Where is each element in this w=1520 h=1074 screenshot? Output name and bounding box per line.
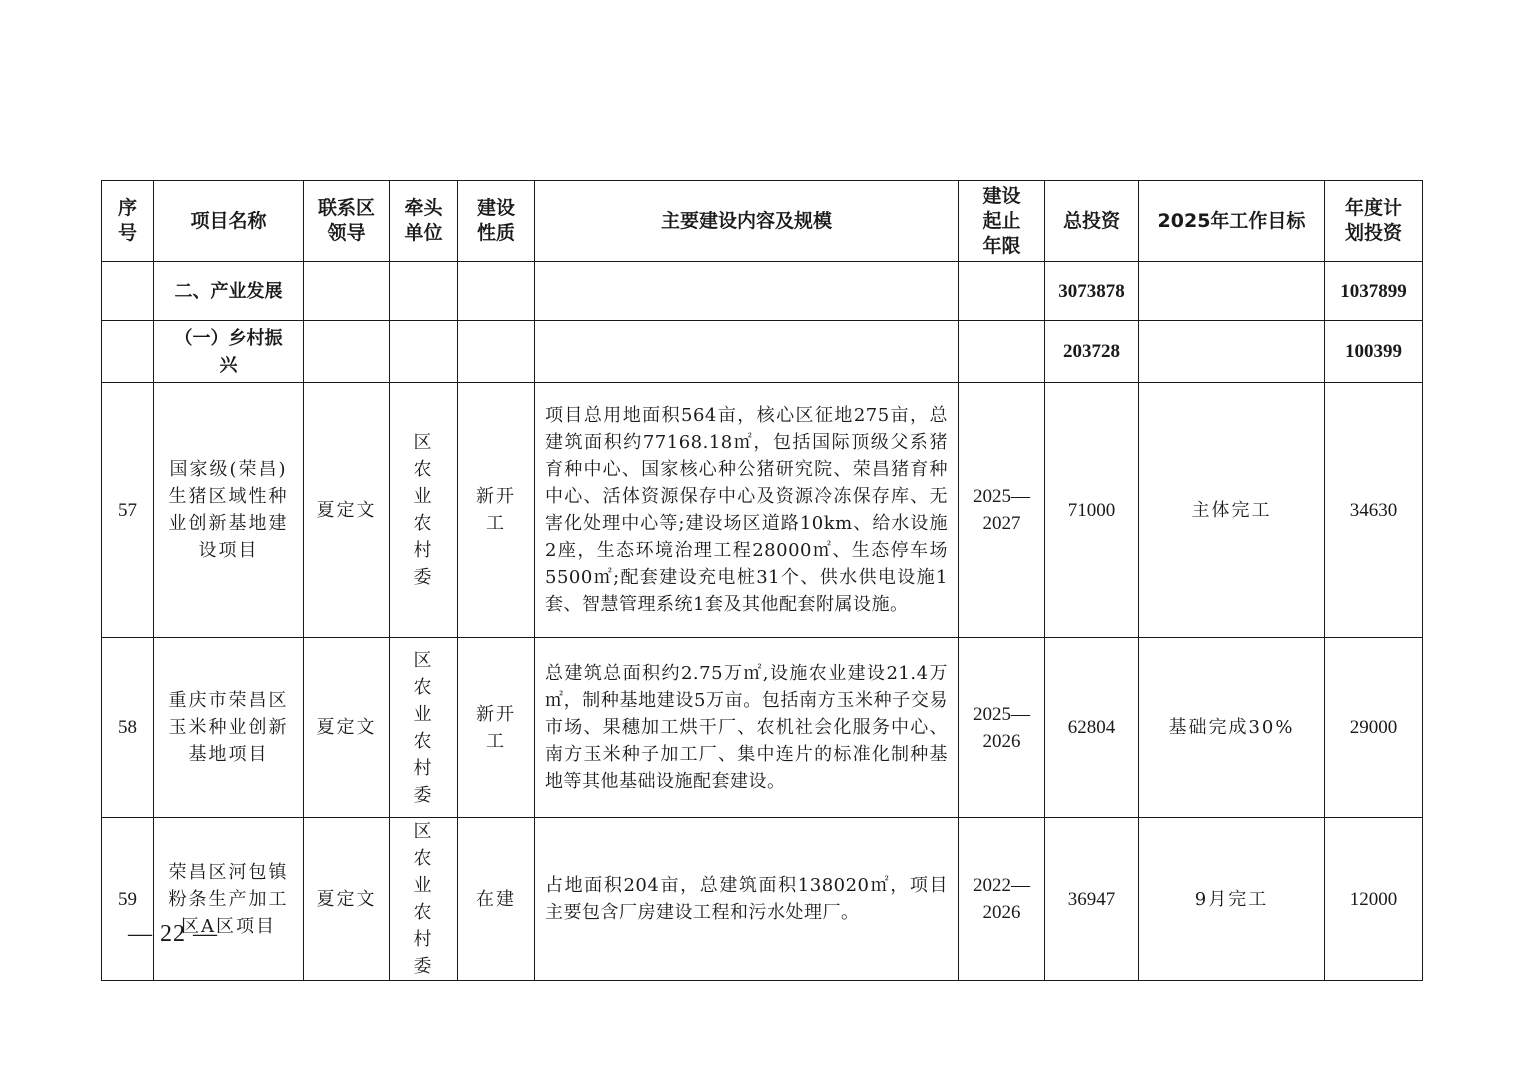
row-unit: 区农业农村委	[390, 383, 458, 638]
section-name: 二、产业发展	[154, 262, 304, 321]
header-goal: 2025年工作目标	[1139, 181, 1325, 262]
section-total: 3073878	[1045, 262, 1139, 321]
row-total: 62804	[1045, 638, 1139, 818]
header-name: 项目名称	[154, 181, 304, 262]
header-content: 主要建设内容及规模	[535, 181, 959, 262]
table-row	[102, 383, 1423, 638]
section-row	[102, 262, 1423, 321]
row-period: 2025—2027	[959, 383, 1045, 638]
header-nature: 建设性质	[458, 181, 535, 262]
row-leader: 夏定文	[304, 383, 390, 638]
page-number: — 22 —	[128, 921, 218, 947]
header-leader: 联系区领导	[304, 181, 390, 262]
row-total: 71000	[1045, 383, 1139, 638]
row-project-name: 国家级(荣昌)生猪区域性种业创新基地建设项目	[154, 383, 304, 638]
subsection-annual: 100399	[1325, 321, 1423, 383]
header-period: 建设起止年限	[959, 181, 1045, 262]
row-unit: 区农业农村委	[390, 638, 458, 818]
header-annual: 年度计划投资	[1325, 181, 1423, 262]
row-nature: 新开工	[458, 638, 535, 818]
project-table	[101, 180, 1423, 981]
row-goal: 主体完工	[1139, 383, 1325, 638]
row-total: 36947	[1045, 818, 1139, 981]
row-content: 总建筑总面积约2.75万㎡,设施农业建设21.4万㎡，制种基地建设5万亩。包括南方玉米种子交易市场、果穗加工烘干厂、农机社会化服务中心、南方玉米种子加工厂、集中连片的标准化制种基地等其他基础设施配套建设。	[535, 638, 959, 818]
row-goal: 9月完工	[1139, 818, 1325, 981]
row-annual: 34630	[1325, 383, 1423, 638]
row-period: 2025—2026	[959, 638, 1045, 818]
row-annual: 29000	[1325, 638, 1423, 818]
row-unit: 区农业农村委	[390, 818, 458, 981]
header-total: 总投资	[1045, 181, 1139, 262]
row-nature: 在建	[458, 818, 535, 981]
header-seq: 序号	[102, 181, 154, 262]
row-project-name: 荣昌区河包镇粉条生产加工区A区项目	[154, 818, 304, 981]
row-content: 项目总用地面积564亩，核心区征地275亩，总建筑面积约77168.18㎡，包括国际顶级父系猪育种中心、国家核心种公猪研究院、荣昌猪育种中心、活体资源保存中心及资源冷冻保存库、无害化处理中心等;建设场区道路10km、给水设施2座，生态环境治理工程28000㎡、生态停车场5500㎡;配套建设充电桩31个、供水供电设施1套、智慧管理系统1套及其他配套附属设施。	[535, 383, 959, 638]
row-period: 2022—2026	[959, 818, 1045, 981]
subsection-row	[102, 321, 1423, 383]
row-seq: 57	[102, 383, 154, 638]
row-nature: 新开工	[458, 383, 535, 638]
table-header-row	[102, 181, 1423, 262]
row-leader: 夏定文	[304, 638, 390, 818]
section-annual: 1037899	[1325, 262, 1423, 321]
table-row	[102, 638, 1423, 818]
row-goal: 基础完成30%	[1139, 638, 1325, 818]
subsection-total: 203728	[1045, 321, 1139, 383]
row-annual: 12000	[1325, 818, 1423, 981]
row-content: 占地面积204亩，总建筑面积138020㎡，项目主要包含厂房建设工程和污水处理厂。	[535, 818, 959, 981]
row-seq: 59	[102, 818, 154, 981]
header-unit: 牵头单位	[390, 181, 458, 262]
row-project-name: 重庆市荣昌区玉米种业创新基地项目	[154, 638, 304, 818]
subsection-name: （一）乡村振兴	[154, 321, 304, 383]
table-row	[102, 818, 1423, 981]
row-seq: 58	[102, 638, 154, 818]
row-leader: 夏定文	[304, 818, 390, 981]
